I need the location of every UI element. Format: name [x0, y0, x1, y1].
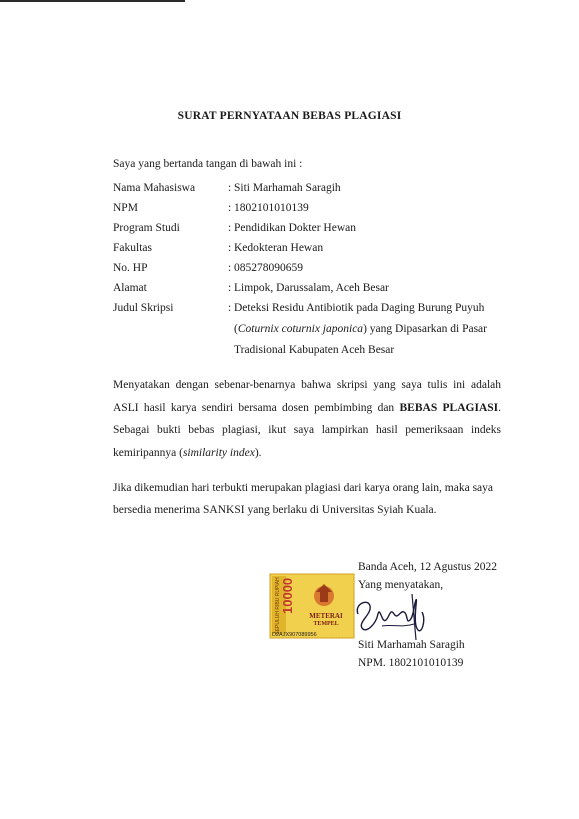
svg-text:SEPULUH RIBU RUPIAH: SEPULUH RIBU RUPIAH	[275, 577, 281, 635]
field-row-address	[113, 278, 513, 298]
declaration-bold: BEBAS PLAGIASI	[399, 401, 499, 414]
field-row-thesis	[113, 298, 513, 362]
field-row-program	[113, 218, 513, 238]
svg-text:METERAI: METERAI	[309, 612, 343, 620]
field-colon: :	[228, 262, 232, 274]
thesis-line-3: Tradisional Kabupaten Aceh Besar	[234, 344, 395, 356]
field-label: Fakultas	[113, 242, 152, 254]
thesis-title: Deteksi Residu Antibiotik pada Daging Burung Puyuh (Coturnix coturnix japonica) yang Dipasarkan di Pasar Tradisional Kabupaten Aceh Besar	[234, 302, 487, 356]
field-label: NPM	[113, 202, 138, 214]
field-colon: :	[228, 302, 232, 314]
field-row-faculty	[113, 238, 513, 258]
declaration-text-1: Menyatakan dengan sebenar-benarnya bahwa skripsi yang saya tulis ini adalah ASLI hasil karya sendiri bersama dosen pembimbing dan	[113, 379, 501, 414]
field-label: Alamat	[113, 282, 147, 294]
declaration-text-2: . Sebagai bukti bebas plagiasi, ikut saya lampirkan hasil pemeriksaan indeks kemiripannya (	[113, 401, 501, 459]
field-value: Limpok, Darussalam, Aceh Besar	[234, 282, 389, 294]
signature-block	[358, 558, 558, 672]
thesis-species: Coturnix coturnix japonica	[237, 323, 364, 335]
signer-name: Siti Marhamah Saragih	[358, 639, 465, 651]
signer-npm: NPM. 1802101010139	[358, 657, 464, 669]
field-value: Kedokteran Hewan	[234, 242, 324, 254]
field-colon: :	[228, 182, 232, 194]
field-value: Pendidikan Dokter Hewan	[234, 222, 356, 234]
field-row-name	[113, 178, 513, 198]
declaration-italic: similarity index	[182, 446, 255, 459]
field-label: Program Studi	[113, 222, 180, 234]
intro-text: Saya yang bertanda tangan di bawah ini :	[113, 158, 303, 170]
thesis-line-1: Deteksi Residu Antibiotik pada Daging Burung Puyuh	[234, 302, 485, 314]
field-value: 1802101010139	[234, 202, 309, 214]
field-colon: :	[228, 222, 232, 234]
document-title: SURAT PERNYATAAN BEBAS PLAGIASI	[177, 110, 402, 122]
declaration-text-3: ).	[254, 446, 262, 459]
field-row-npm	[113, 198, 513, 218]
field-label: Judul Skripsi	[113, 302, 174, 314]
field-colon: :	[228, 242, 232, 254]
field-colon: :	[228, 202, 232, 214]
meterai-stamp	[266, 570, 358, 642]
svg-text:TEMPEL: TEMPEL	[313, 621, 339, 627]
svg-text:10000: 10000	[280, 577, 295, 614]
declaration-paragraph	[113, 374, 501, 464]
place-date: Banda Aceh, 12 Agustus 2022	[358, 561, 497, 573]
field-value: Siti Marhamah Saragih	[234, 182, 341, 194]
statement-line: Yang menyatakan,	[358, 579, 444, 591]
field-label: No. HP	[113, 262, 148, 274]
field-value: 085278090659	[234, 262, 303, 274]
scan-edge-mark	[0, 0, 185, 2]
svg-text:D2AJX907089956: D2AJX907089956	[272, 632, 317, 638]
thesis-line-2: yang Dipasarkan di Pasar	[366, 323, 487, 335]
field-row-phone	[113, 258, 513, 278]
sanction-paragraph: Jika dikemudian hari terbukti merupakan plagiasi dari karya orang lain, maka saya bersedia menerima SANKSI yang berlaku di Universitas Syiah Kuala.	[113, 482, 494, 516]
field-colon: :	[228, 282, 232, 294]
identity-fields	[113, 178, 513, 362]
field-label: Nama Mahasiswa	[113, 182, 196, 194]
